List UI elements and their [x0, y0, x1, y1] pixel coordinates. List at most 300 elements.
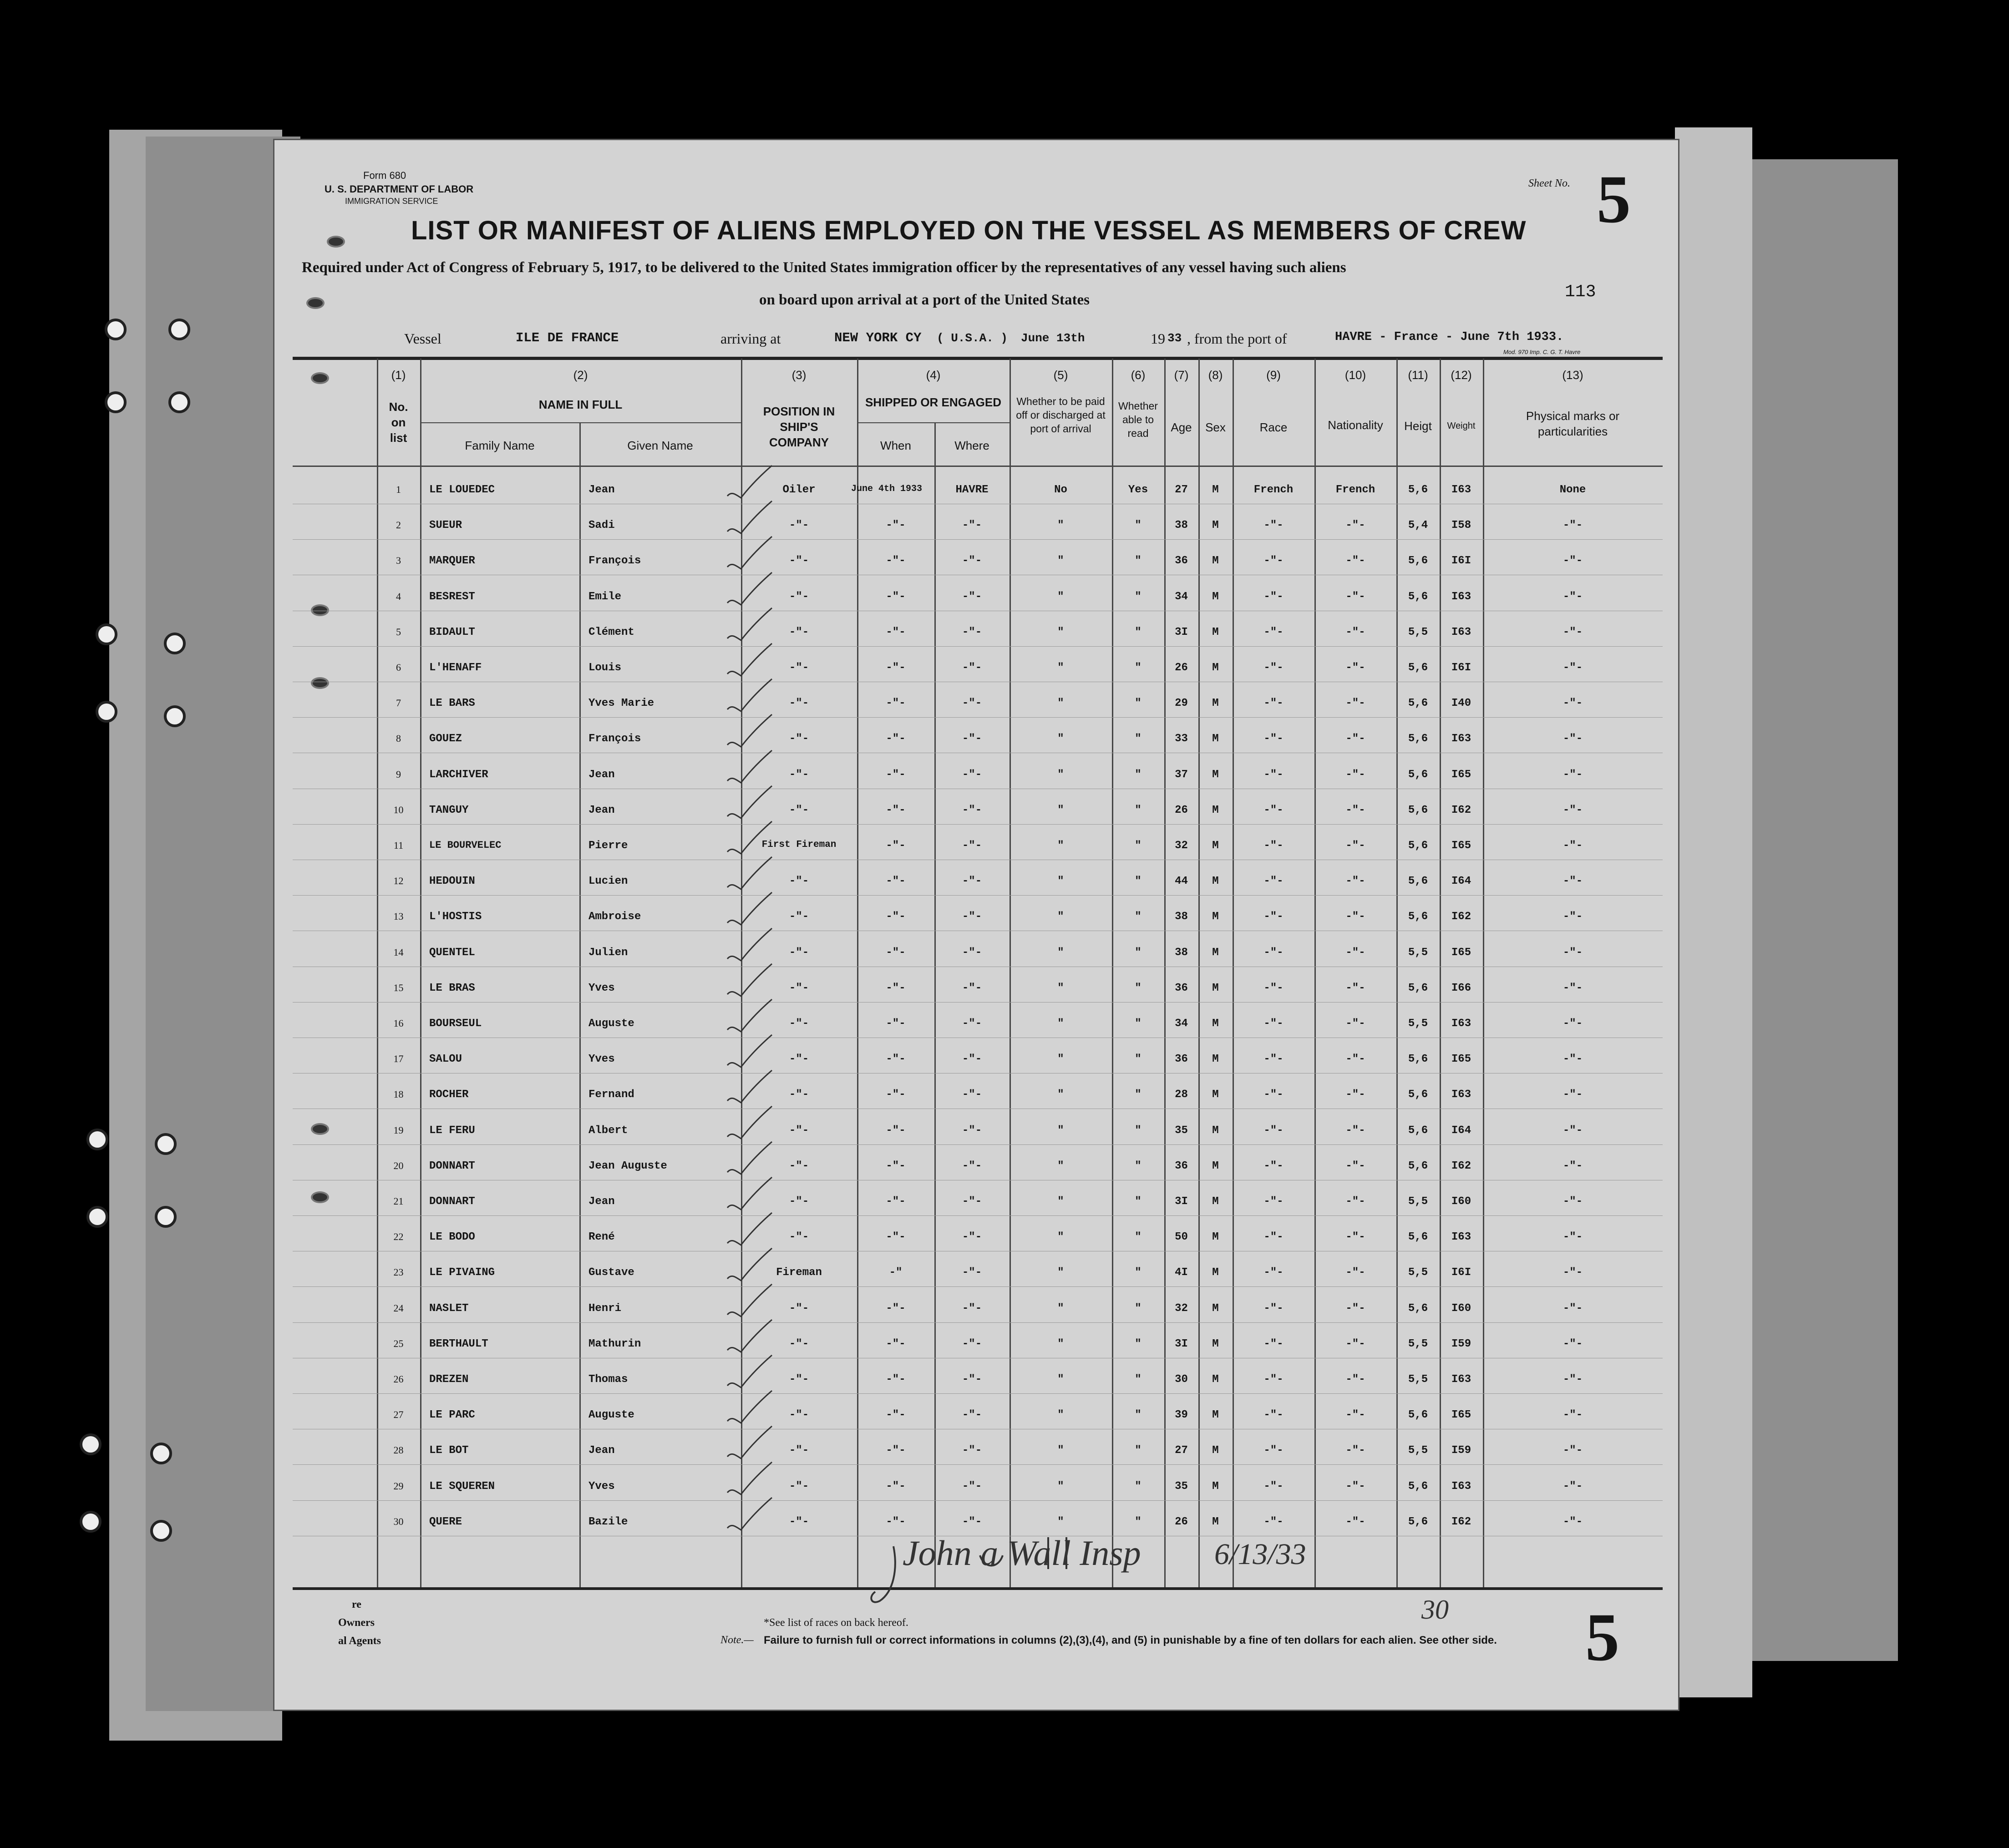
- cell-physical-marks: -"-: [1563, 697, 1583, 710]
- cell-race: -"-: [1263, 1444, 1284, 1457]
- checkmark-icon: [723, 499, 773, 535]
- cell-physical-marks: -"-: [1563, 626, 1583, 638]
- cell-race: -"-: [1263, 1266, 1284, 1279]
- cell-position: -"-: [789, 1480, 809, 1493]
- cell-row-number: 9: [396, 768, 401, 780]
- checkmark-icon: [723, 1033, 773, 1069]
- cell-weight: I66: [1451, 982, 1471, 994]
- cell-height: 5,6: [1408, 697, 1428, 710]
- cell-engaged-when: -"-: [886, 590, 906, 603]
- cell-nationality: -"-: [1345, 911, 1365, 923]
- row-rule: [293, 1322, 1663, 1323]
- cell-age: 38: [1175, 911, 1188, 923]
- cell-nationality: -"-: [1345, 804, 1365, 816]
- cell-engaged-when: -"-: [886, 1337, 906, 1350]
- cell-sex: M: [1212, 911, 1219, 923]
- cell-race: -"-: [1263, 946, 1284, 959]
- col4b-header: Where: [954, 439, 989, 452]
- cell-age: 36: [1175, 1159, 1188, 1172]
- cell-family-name: LE BOURVELEC: [429, 840, 502, 851]
- cell-physical-marks: -"-: [1563, 840, 1583, 852]
- cell-weight: I62: [1451, 1515, 1471, 1528]
- cell-position: -"-: [789, 946, 809, 959]
- cell-family-name: LE PIVAING: [429, 1266, 495, 1279]
- cell-family-name: SUEUR: [429, 519, 462, 532]
- cell-engaged-when: -"-: [886, 1302, 906, 1315]
- cell-sex: M: [1212, 1302, 1219, 1315]
- cell-height: 5,6: [1408, 768, 1428, 781]
- checkmark-icon: [723, 677, 773, 713]
- checkmark-icon: [723, 1210, 773, 1247]
- binder-hole: [164, 705, 186, 727]
- cell-able-to-read: ": [1135, 1409, 1141, 1422]
- cell-given-name: Bazile: [588, 1515, 628, 1528]
- year-prefix: 19: [1151, 330, 1165, 347]
- cell-physical-marks: -"-: [1563, 911, 1583, 923]
- cell-height: 5,6: [1408, 1515, 1428, 1528]
- grommet: [306, 297, 325, 309]
- cell-height: 5,6: [1408, 484, 1428, 496]
- cell-paid-off: No: [1054, 484, 1067, 496]
- cell-given-name: Emile: [588, 590, 622, 603]
- cell-able-to-read: ": [1135, 697, 1141, 710]
- cell-able-to-read: ": [1135, 982, 1141, 994]
- cell-age: 32: [1175, 840, 1188, 852]
- cell-weight: I63: [1451, 1373, 1471, 1386]
- cell-physical-marks: -"-: [1563, 555, 1583, 567]
- cell-physical-marks: -"-: [1563, 733, 1583, 745]
- cell-given-name: Jean: [588, 804, 615, 816]
- cell-engaged-where: -"-: [962, 1089, 982, 1101]
- cell-position: -"-: [789, 697, 809, 710]
- cell-row-number: 10: [393, 804, 404, 815]
- cell-engaged-where: -"-: [962, 1373, 982, 1386]
- cell-given-name: Ambroise: [588, 911, 641, 923]
- cell-able-to-read: ": [1135, 1089, 1141, 1101]
- cell-position: -"-: [789, 1018, 809, 1030]
- cell-sex: M: [1212, 1337, 1219, 1350]
- checkmark-icon: [723, 855, 773, 891]
- cell-row-number: 22: [393, 1231, 404, 1243]
- cell-paid-off: ": [1057, 1053, 1064, 1066]
- cell-row-number: 20: [393, 1159, 404, 1171]
- table-header-bottom-rule: [293, 466, 1663, 467]
- cell-race: -"-: [1263, 1373, 1284, 1386]
- cell-age: 38: [1175, 519, 1188, 532]
- cell-given-name: Yves: [588, 1480, 615, 1493]
- footer-left-2: Owners: [338, 1617, 375, 1629]
- cell-family-name: GOUEZ: [429, 733, 462, 745]
- cell-age: 30: [1175, 1373, 1188, 1386]
- cell-family-name: QUENTEL: [429, 946, 475, 959]
- arrival-date: June 13th: [1021, 331, 1085, 345]
- cell-engaged-when: -"-: [886, 1053, 906, 1066]
- cell-height: 5,6: [1408, 875, 1428, 888]
- cell-height: 5,5: [1408, 1337, 1428, 1350]
- cell-given-name: Jean Auguste: [588, 1159, 667, 1172]
- cell-age: 36: [1175, 982, 1188, 994]
- cell-engaged-where: -"-: [962, 1231, 982, 1244]
- cell-given-name: Jean: [588, 1195, 615, 1208]
- cell-given-name: Auguste: [588, 1018, 634, 1030]
- cell-row-number: 1: [396, 484, 401, 495]
- cell-given-name: Fernand: [588, 1089, 634, 1101]
- cell-weight: I65: [1451, 840, 1471, 852]
- cell-row-number: 16: [393, 1018, 404, 1029]
- cell-nationality: French: [1335, 484, 1375, 496]
- cell-nationality: -"-: [1345, 1266, 1365, 1279]
- checkmark-icon: [723, 641, 773, 678]
- cell-given-name: Jean: [588, 1444, 615, 1457]
- cell-nationality: -"-: [1345, 1515, 1365, 1528]
- cell-race: French: [1253, 484, 1294, 496]
- checkmark-icon: [723, 819, 773, 856]
- cell-family-name: L'HENAFF: [429, 662, 482, 674]
- cell-sex: M: [1212, 1089, 1219, 1101]
- cell-height: 5,6: [1408, 1089, 1428, 1101]
- cell-row-number: 13: [393, 911, 404, 922]
- cell-race: -"-: [1263, 1053, 1284, 1066]
- cell-able-to-read: ": [1135, 1231, 1141, 1244]
- checkmark-icon: [723, 712, 773, 749]
- cell-height: 5,5: [1408, 1373, 1428, 1386]
- cell-nationality: -"-: [1345, 1195, 1365, 1208]
- cell-engaged-where: -"-: [962, 555, 982, 567]
- cell-able-to-read: ": [1135, 911, 1141, 923]
- cell-weight: I62: [1451, 804, 1471, 816]
- cell-family-name: LE BARS: [429, 697, 475, 710]
- col4-number: (4): [926, 368, 941, 382]
- cell-family-name: SALOU: [429, 1053, 462, 1066]
- cell-engaged-when: -"-: [886, 1089, 906, 1101]
- cell-engaged-when: -"-: [886, 946, 906, 959]
- cell-weight: I63: [1451, 590, 1471, 603]
- cell-row-number: 5: [396, 626, 401, 638]
- cell-physical-marks: -"-: [1563, 1053, 1583, 1066]
- cell-engaged-when: -"-: [886, 1159, 906, 1172]
- cell-physical-marks: -"-: [1563, 519, 1583, 532]
- cell-paid-off: ": [1057, 1159, 1064, 1172]
- cell-row-number: 2: [396, 519, 401, 531]
- cell-race: -"-: [1263, 519, 1284, 532]
- cell-able-to-read: ": [1135, 1480, 1141, 1493]
- cell-family-name: LE BOT: [429, 1444, 469, 1457]
- cell-physical-marks: -"-: [1563, 1195, 1583, 1208]
- cell-physical-marks: -"-: [1563, 982, 1583, 994]
- cell-physical-marks: -"-: [1563, 804, 1583, 816]
- binder-hole: [96, 623, 117, 645]
- cell-paid-off: ": [1057, 733, 1064, 745]
- cell-given-name: Jean: [588, 484, 615, 496]
- cell-physical-marks: -"-: [1563, 1124, 1583, 1137]
- cell-given-name: Yves: [588, 982, 615, 994]
- checkmark-icon: [723, 1495, 773, 1532]
- cell-physical-marks: -"-: [1563, 1444, 1583, 1457]
- cell-age: 34: [1175, 1018, 1188, 1030]
- col2b-header: Given Name: [627, 439, 693, 452]
- cell-position: -"-: [789, 1373, 809, 1386]
- cell-row-number: 6: [396, 662, 401, 673]
- cell-able-to-read: ": [1135, 1515, 1141, 1528]
- col3-header: POSITION IN SHIP'S COMPANY: [763, 405, 835, 449]
- row-rule: [293, 646, 1663, 647]
- col-rule: [579, 422, 581, 1587]
- cell-sex: M: [1212, 1373, 1219, 1386]
- cell-sex: M: [1212, 1480, 1219, 1493]
- cell-age: 33: [1175, 733, 1188, 745]
- checkmark-icon: [723, 1175, 773, 1211]
- cell-weight: I60: [1451, 1195, 1471, 1208]
- sheet-number: 5: [1597, 162, 1631, 237]
- subtitle-line1: Required under Act of Congress of February 5, 1917, to be delivered to the United States immigration officer by the representatives of any vessel having such aliens: [302, 259, 1346, 276]
- cell-age: 3I: [1175, 1195, 1188, 1208]
- cell-age: 35: [1175, 1124, 1188, 1137]
- cell-row-number: 30: [393, 1515, 404, 1527]
- cell-able-to-read: ": [1135, 1053, 1141, 1066]
- cell-given-name: Lucien: [588, 875, 628, 888]
- row-rule: [293, 1215, 1663, 1216]
- cell-engaged-where: -"-: [962, 1444, 982, 1457]
- cell-sex: M: [1212, 484, 1219, 496]
- cell-row-number: 14: [393, 946, 404, 958]
- cell-age: 38: [1175, 946, 1188, 959]
- checkmark-icon: [723, 926, 773, 962]
- cell-physical-marks: -"-: [1563, 875, 1583, 888]
- col7-number: (7): [1174, 368, 1189, 382]
- cell-family-name: TANGUY: [429, 804, 469, 816]
- cell-weight: I63: [1451, 484, 1471, 496]
- col-rule: [420, 359, 421, 1587]
- signature-date: 6/13/33: [1214, 1538, 1306, 1571]
- cell-nationality: -"-: [1345, 626, 1365, 638]
- cell-position: -"-: [789, 1515, 809, 1528]
- cell-race: -"-: [1263, 1159, 1284, 1172]
- col1-number: (1): [391, 368, 406, 382]
- cell-nationality: -"-: [1345, 1053, 1365, 1066]
- col6-number: (6): [1131, 368, 1146, 382]
- cell-family-name: LE PARC: [429, 1409, 475, 1422]
- checkmark-icon: [723, 890, 773, 927]
- cell-paid-off: ": [1057, 875, 1064, 888]
- cell-row-number: 7: [396, 697, 401, 709]
- cell-given-name: Thomas: [588, 1373, 628, 1386]
- row-rule: [293, 1144, 1663, 1145]
- cell-paid-off: ": [1057, 626, 1064, 638]
- cell-race: -"-: [1263, 840, 1284, 852]
- cell-nationality: -"-: [1345, 1409, 1365, 1422]
- cell-race: -"-: [1263, 804, 1284, 816]
- cell-physical-marks: -"-: [1563, 1337, 1583, 1350]
- cell-nationality: -"-: [1345, 1018, 1365, 1030]
- col5-number: (5): [1053, 368, 1068, 382]
- col3-number: (3): [791, 368, 807, 382]
- cell-engaged-when: -"-: [886, 697, 906, 710]
- cell-engaged-when: -"-: [886, 804, 906, 816]
- cell-nationality: -"-: [1345, 1124, 1365, 1137]
- footer-note: Failure to furnish full or correct informations in columns (2),(3),(4), and (5) in punishable by a fine of ten dollars for each alien. See other side.: [764, 1634, 1497, 1646]
- cell-position: -"-: [789, 768, 809, 781]
- cell-able-to-read: ": [1135, 1373, 1141, 1386]
- cell-sex: M: [1212, 1266, 1219, 1279]
- col-rule: [857, 359, 858, 1587]
- cell-engaged-where: -"-: [962, 1124, 982, 1137]
- cell-given-name: François: [588, 733, 641, 745]
- cell-position: -"-: [789, 662, 809, 674]
- cell-age: 27: [1175, 484, 1188, 496]
- cell-weight: I40: [1451, 697, 1471, 710]
- vessel-label: Vessel: [404, 330, 441, 347]
- cell-height: 5,6: [1408, 662, 1428, 674]
- cell-height: 5,6: [1408, 1480, 1428, 1493]
- cell-given-name: Sadi: [588, 519, 615, 532]
- cell-weight: I65: [1451, 768, 1471, 781]
- cell-race: -"-: [1263, 697, 1284, 710]
- arriving-label: arriving at: [720, 330, 781, 347]
- cell-engaged-when: -"-: [886, 1409, 906, 1422]
- cell-weight: I59: [1451, 1444, 1471, 1457]
- service-name: IMMIGRATION SERVICE: [345, 197, 438, 206]
- cell-family-name: L'HOSTIS: [429, 911, 482, 923]
- cell-position: Fireman: [776, 1266, 822, 1279]
- cell-row-number: 26: [393, 1373, 404, 1385]
- cell-engaged-when: -"-: [886, 875, 906, 888]
- cell-physical-marks: -"-: [1563, 662, 1583, 674]
- cell-given-name: Yves Marie: [588, 697, 654, 710]
- cell-height: 5,5: [1408, 1018, 1428, 1030]
- cell-age: 28: [1175, 1089, 1188, 1101]
- cell-position: -"-: [789, 519, 809, 532]
- checkmark-icon: [723, 534, 773, 571]
- cell-row-number: 29: [393, 1480, 404, 1492]
- cell-engaged-where: -"-: [962, 590, 982, 603]
- col4a-header: When: [880, 439, 911, 452]
- cell-engaged-where: -"-: [962, 519, 982, 532]
- cell-weight: I58: [1451, 519, 1471, 532]
- grommet: [311, 372, 329, 384]
- cell-race: -"-: [1263, 1480, 1284, 1493]
- cell-physical-marks: None: [1559, 484, 1586, 496]
- cell-race: -"-: [1263, 875, 1284, 888]
- cell-paid-off: ": [1057, 555, 1064, 567]
- cell-position: -"-: [789, 982, 809, 994]
- cell-paid-off: ": [1057, 982, 1064, 994]
- cell-physical-marks: -"-: [1563, 1373, 1583, 1386]
- cell-able-to-read: ": [1135, 768, 1141, 781]
- col8-number: (8): [1208, 368, 1223, 382]
- binder-hole: [168, 391, 190, 413]
- cell-given-name: Mathurin: [588, 1337, 641, 1350]
- cell-paid-off: ": [1057, 1409, 1064, 1422]
- cell-physical-marks: -"-: [1563, 1089, 1583, 1101]
- cell-sex: M: [1212, 840, 1219, 852]
- cell-age: 27: [1175, 1444, 1188, 1457]
- cell-weight: I62: [1451, 1159, 1471, 1172]
- cell-race: -"-: [1263, 911, 1284, 923]
- sheet-number-bottom: 5: [1585, 1600, 1619, 1675]
- cell-weight: I63: [1451, 626, 1471, 638]
- cell-engaged-where: -"-: [962, 1337, 982, 1350]
- cell-age: 26: [1175, 1515, 1188, 1528]
- col9-number: (9): [1266, 368, 1281, 382]
- cell-race: -"-: [1263, 1124, 1284, 1137]
- cell-row-number: 27: [393, 1409, 404, 1421]
- row-rule: [293, 824, 1663, 825]
- cell-engaged-where: -"-: [962, 982, 982, 994]
- cell-sex: M: [1212, 697, 1219, 710]
- cell-engaged-where: -"-: [962, 1302, 982, 1315]
- cell-paid-off: ": [1057, 1266, 1064, 1279]
- arrival-port: NEW YORK CY: [834, 330, 922, 345]
- arrival-country: ( U.S.A. ): [937, 331, 1008, 345]
- cell-engaged-when: -"-: [886, 1480, 906, 1493]
- cell-nationality: -"-: [1345, 1159, 1365, 1172]
- cell-weight: I65: [1451, 946, 1471, 959]
- cell-weight: I63: [1451, 1480, 1471, 1493]
- cell-row-number: 18: [393, 1089, 404, 1100]
- cell-row-number: 11: [393, 840, 404, 851]
- cell-position: -"-: [789, 1444, 809, 1457]
- cell-row-number: 25: [393, 1337, 404, 1349]
- footer-left-3: al Agents: [338, 1635, 381, 1647]
- cell-paid-off: ": [1057, 1124, 1064, 1137]
- cell-nationality: -"-: [1345, 1231, 1365, 1244]
- cell-given-name: Yves: [588, 1053, 615, 1066]
- cell-able-to-read: ": [1135, 1266, 1141, 1279]
- grommet: [311, 677, 329, 689]
- cell-family-name: DONNART: [429, 1159, 475, 1172]
- inspector-signature: John a Wall Insp: [903, 1533, 1141, 1573]
- cell-row-number: 24: [393, 1302, 404, 1314]
- total-count: 30: [1421, 1595, 1449, 1625]
- cell-position: -"-: [789, 911, 809, 923]
- cell-able-to-read: ": [1135, 519, 1141, 532]
- cell-paid-off: ": [1057, 1018, 1064, 1030]
- row-rule: [293, 1464, 1663, 1465]
- row-rule: [293, 1500, 1663, 1501]
- col2-number: (2): [573, 368, 588, 382]
- cell-able-to-read: ": [1135, 1159, 1141, 1172]
- sheet-label: Sheet No.: [1528, 177, 1570, 189]
- cell-position: -"-: [789, 590, 809, 603]
- cell-family-name: LE FERU: [429, 1124, 475, 1137]
- cell-sex: M: [1212, 1018, 1219, 1030]
- cell-engaged-when: -"-: [886, 626, 906, 638]
- cell-row-number: 21: [393, 1195, 404, 1207]
- cell-age: 26: [1175, 662, 1188, 674]
- cell-sex: M: [1212, 1195, 1219, 1208]
- cell-weight: I6I: [1451, 1266, 1471, 1279]
- cell-sex: M: [1212, 1053, 1219, 1066]
- cell-physical-marks: -"-: [1563, 1480, 1583, 1493]
- cell-physical-marks: -"-: [1563, 1018, 1583, 1030]
- cell-physical-marks: -"-: [1563, 1409, 1583, 1422]
- col-rule: [1483, 359, 1484, 1587]
- cell-sex: M: [1212, 733, 1219, 745]
- cell-race: -"-: [1263, 733, 1284, 745]
- cell-family-name: ROCHER: [429, 1089, 469, 1101]
- cell-given-name: Henri: [588, 1302, 622, 1315]
- grommet: [311, 1123, 329, 1135]
- cell-paid-off: ": [1057, 911, 1064, 923]
- cell-height: 5,6: [1408, 982, 1428, 994]
- manifest-page: [273, 139, 1679, 1711]
- cell-position: -"-: [789, 626, 809, 638]
- cell-paid-off: ": [1057, 840, 1064, 852]
- cell-paid-off: ": [1057, 1089, 1064, 1101]
- cell-physical-marks: -"-: [1563, 1266, 1583, 1279]
- checkmark-icon: [723, 997, 773, 1033]
- checkmark-icon: [723, 784, 773, 820]
